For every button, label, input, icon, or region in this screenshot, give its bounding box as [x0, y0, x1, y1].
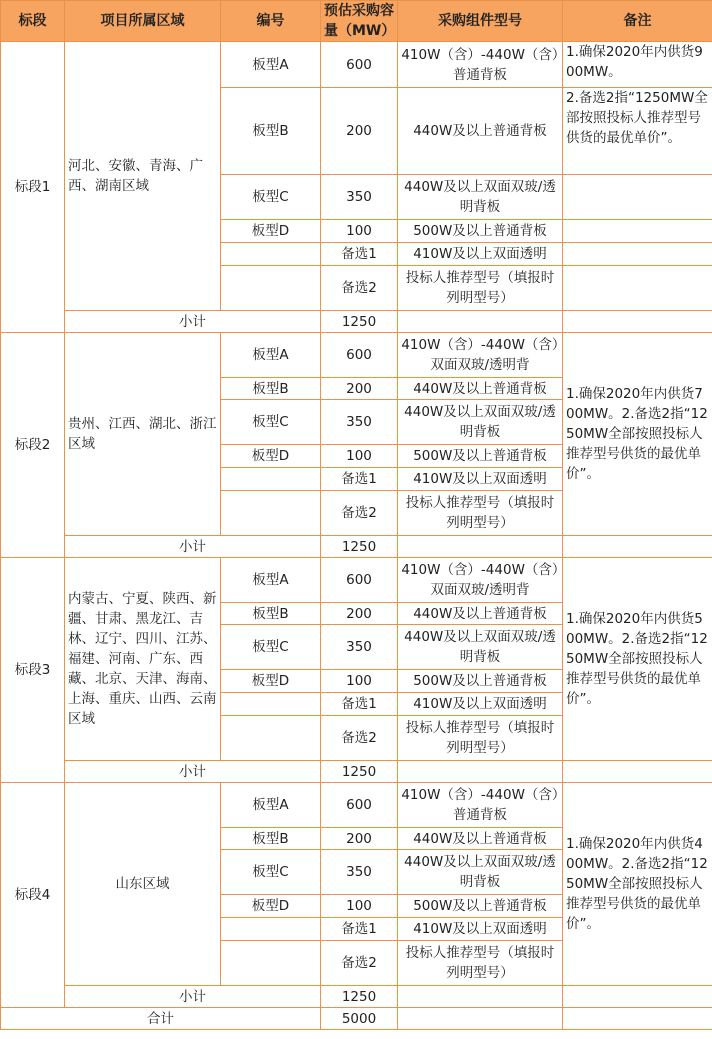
capacity-cell: 600	[321, 558, 398, 603]
subtotal-row	[1, 536, 712, 558]
capacity-cell: 350	[321, 175, 398, 220]
model-cell: 440W及以上普通背板	[398, 88, 563, 175]
table-row	[1, 558, 712, 603]
capacity-cell: 350	[321, 625, 398, 670]
subtotal-empty	[398, 986, 563, 1008]
model-cell: 440W及以上普通背板	[398, 828, 563, 850]
capacity-cell: 600	[321, 42, 398, 88]
capacity-cell: 备选1	[321, 918, 398, 941]
subtotal-empty	[398, 311, 563, 333]
code-cell	[221, 491, 321, 536]
model-cell: 投标人推荐型号（填报时列明型号）	[398, 266, 563, 311]
model-cell: 410W及以上双面透明	[398, 468, 563, 491]
model-cell: 440W及以上双面双玻/透明背板	[398, 850, 563, 895]
segment-name: 标段2	[1, 333, 65, 558]
region-cell: 山东区域	[65, 783, 221, 986]
table-row	[1, 42, 712, 88]
code-cell: 板型D	[221, 220, 321, 243]
total-label: 合计	[1, 1008, 321, 1030]
model-cell: 投标人推荐型号（填报时列明型号）	[398, 491, 563, 536]
capacity-cell: 备选2	[321, 491, 398, 536]
code-cell: 板型C	[221, 625, 321, 670]
capacity-cell: 100	[321, 895, 398, 918]
code-cell: 板型C	[221, 175, 321, 220]
code-cell	[221, 468, 321, 491]
code-cell: 板型B	[221, 828, 321, 850]
code-cell	[221, 941, 321, 986]
code-cell: 板型A	[221, 42, 321, 88]
table-row	[1, 333, 712, 378]
capacity-cell: 350	[321, 850, 398, 895]
header-note: 备注	[563, 1, 712, 42]
model-cell: 440W及以上双面双玻/透明背板	[398, 625, 563, 670]
subtotal-label: 小计	[65, 761, 321, 783]
code-cell: 板型D	[221, 670, 321, 693]
subtotal-row	[1, 311, 712, 333]
model-cell: 投标人推荐型号（填报时列明型号）	[398, 941, 563, 986]
note-cell: 1.确保2020年内供货400MW。2.备选2指“1250MW全部按照投标人推荐型号供货的最优单价”。	[563, 783, 712, 986]
subtotal-empty	[563, 986, 712, 1008]
capacity-cell: 备选2	[321, 716, 398, 761]
model-cell: 440W及以上普通背板	[398, 378, 563, 400]
region-cell: 贵州、江西、湖北、浙江区域	[65, 333, 221, 536]
capacity-cell: 100	[321, 220, 398, 243]
table-row	[1, 783, 712, 828]
code-cell: 板型C	[221, 850, 321, 895]
model-cell: 440W及以上双面双玻/透明背板	[398, 400, 563, 445]
note-cell: 2.备选2指“1250MW全部按照投标人推荐型号供货的最优单价”。	[563, 88, 712, 175]
note-cell: 1.确保2020年内供货900MW。	[563, 42, 712, 88]
segment-name: 标段1	[1, 42, 65, 333]
total-empty	[563, 1008, 712, 1030]
code-cell: 板型B	[221, 88, 321, 175]
model-cell: 440W及以上双面双玻/透明背板	[398, 175, 563, 220]
model-cell: 500W及以上普通背板	[398, 670, 563, 693]
subtotal-empty	[398, 536, 563, 558]
model-cell: 500W及以上普通背板	[398, 220, 563, 243]
subtotal-row	[1, 761, 712, 783]
header-capacity: 预估采购容量（MW）	[321, 1, 398, 42]
note-cell-empty	[563, 175, 712, 220]
capacity-cell: 备选1	[321, 243, 398, 266]
code-cell	[221, 693, 321, 716]
capacity-cell: 备选2	[321, 941, 398, 986]
model-cell: 500W及以上普通背板	[398, 895, 563, 918]
subtotal-value: 1250	[321, 311, 398, 333]
model-cell: 410W及以上双面透明	[398, 693, 563, 716]
note-cell-empty	[563, 266, 712, 311]
model-cell: 440W及以上普通背板	[398, 603, 563, 625]
subtotal-value: 1250	[321, 761, 398, 783]
model-cell: 500W及以上普通背板	[398, 445, 563, 468]
subtotal-label: 小计	[65, 311, 321, 333]
code-cell: 板型D	[221, 445, 321, 468]
model-cell: 410W（含）-440W（含）双面双玻/透明背	[398, 558, 563, 603]
model-cell: 410W（含）-440W（含）双面双玻/透明背	[398, 333, 563, 378]
code-cell: 板型C	[221, 400, 321, 445]
capacity-cell: 600	[321, 333, 398, 378]
subtotal-empty	[563, 311, 712, 333]
capacity-cell: 100	[321, 670, 398, 693]
model-cell: 410W（含）-440W（含）普通背板	[398, 42, 563, 88]
model-cell: 投标人推荐型号（填报时列明型号）	[398, 716, 563, 761]
capacity-cell: 200	[321, 603, 398, 625]
capacity-cell: 备选1	[321, 468, 398, 491]
note-cell: 1.确保2020年内供货500MW。2.备选2指“1250MW全部按照投标人推荐型号供货的最优单价”。	[563, 558, 712, 761]
note-cell-empty	[563, 243, 712, 266]
subtotal-empty	[563, 536, 712, 558]
model-cell: 410W及以上双面透明	[398, 243, 563, 266]
subtotal-empty	[398, 761, 563, 783]
code-cell	[221, 918, 321, 941]
header-row	[1, 1, 712, 42]
capacity-cell: 100	[321, 445, 398, 468]
capacity-cell: 200	[321, 828, 398, 850]
header-region: 项目所属区域	[65, 1, 221, 42]
capacity-cell: 350	[321, 400, 398, 445]
capacity-cell: 200	[321, 88, 398, 175]
header-segment: 标段	[1, 1, 65, 42]
code-cell: 板型B	[221, 603, 321, 625]
note-cell: 1.确保2020年内供货700MW。2.备选2指“1250MW全部按照投标人推荐型号供货的最优单价”。	[563, 333, 712, 536]
total-empty	[398, 1008, 563, 1030]
subtotal-value: 1250	[321, 536, 398, 558]
subtotal-label: 小计	[65, 536, 321, 558]
note-cell-empty	[563, 220, 712, 243]
subtotal-value: 1250	[321, 986, 398, 1008]
code-cell: 板型A	[221, 333, 321, 378]
subtotal-row	[1, 986, 712, 1008]
code-cell: 板型A	[221, 783, 321, 828]
capacity-cell: 600	[321, 783, 398, 828]
segment-name: 标段4	[1, 783, 65, 1008]
segment-name: 标段3	[1, 558, 65, 783]
code-cell: 板型D	[221, 895, 321, 918]
subtotal-empty	[563, 761, 712, 783]
total-value: 5000	[321, 1008, 398, 1030]
code-cell	[221, 716, 321, 761]
capacity-cell: 200	[321, 378, 398, 400]
model-cell: 410W及以上双面透明	[398, 918, 563, 941]
subtotal-label: 小计	[65, 986, 321, 1008]
capacity-cell: 备选2	[321, 266, 398, 311]
header-code: 编号	[221, 1, 321, 42]
region-cell: 内蒙古、宁夏、陕西、新疆、甘肃、黑龙江、吉林、辽宁、四川、江苏、福建、河南、广东、西藏、北京、天津、海南、上海、重庆、山西、云南区域	[65, 558, 221, 761]
code-cell	[221, 243, 321, 266]
code-cell: 板型B	[221, 378, 321, 400]
capacity-cell: 备选1	[321, 693, 398, 716]
region-cell: 河北、安徽、青海、广西、湖南区域	[65, 42, 221, 311]
code-cell: 板型A	[221, 558, 321, 603]
model-cell: 410W（含）-440W（含）普通背板	[398, 783, 563, 828]
header-model: 采购组件型号	[398, 1, 563, 42]
total-row	[1, 1008, 712, 1030]
code-cell	[221, 266, 321, 311]
